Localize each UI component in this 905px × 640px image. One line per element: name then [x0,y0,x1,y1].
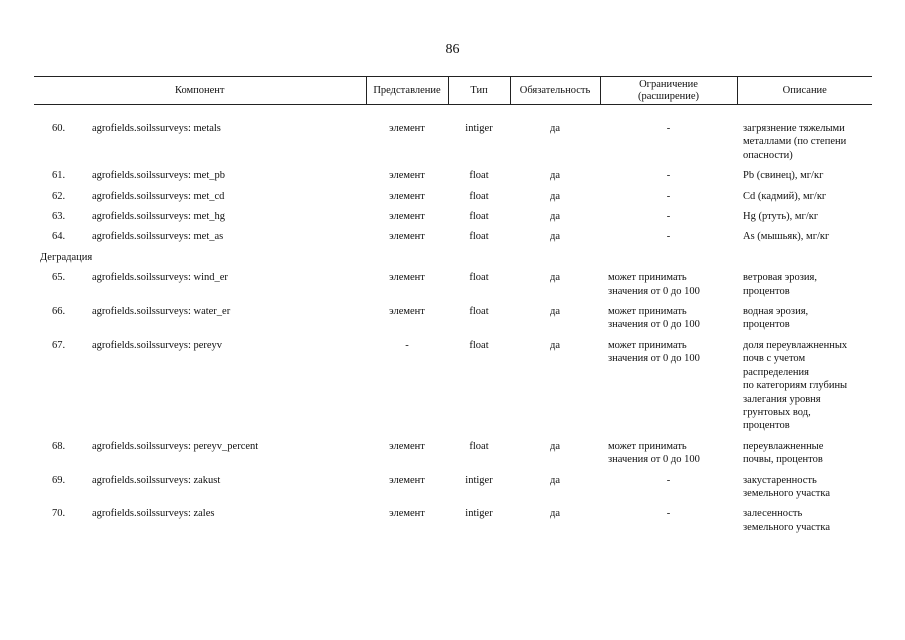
header-type: Тип [448,77,510,105]
constraint-cell-line: - [666,123,671,134]
constraint-cell [600,122,737,169]
row-number: 68. [52,440,66,452]
type-cell: float [469,190,489,202]
representation-cell: элемент [389,272,425,284]
constraint-cell-line: значения от 0 до 100 [608,285,700,297]
constraint-cell [600,305,737,339]
description-cell [737,210,872,230]
description-cell-line: Cd (кадмий), мг/кг [743,190,827,202]
header-required: Обязательность [510,77,600,105]
description-cell-line: загрязнение тяжелыми [743,123,845,134]
table-row [34,230,872,250]
type-cell: intiger [465,123,493,134]
table-row [34,507,872,541]
description-cell [737,122,872,169]
description-cell [737,507,872,541]
required-cell: да [550,123,561,134]
description-cell-line: ветровая эрозия, [743,272,817,284]
table-header-row [34,77,872,105]
row-number: 65. [52,272,66,284]
constraint-cell-line: - [666,211,671,223]
description-cell-line: по категориям глубины [743,380,848,392]
description-cell [737,440,872,474]
spacer-row [34,105,872,123]
description-cell-line: закустаренность [743,474,817,486]
required-cell: да [550,440,561,452]
description-cell-line: процентов [743,285,790,297]
constraint-cell [600,474,737,508]
table-row [34,271,872,305]
constraint-cell [600,507,737,541]
row-number: 66. [52,306,66,318]
representation-cell: элемент [389,474,425,486]
constraint-cell [600,271,737,305]
component-name: agrofields.soilssurveys: pereyv [92,339,223,351]
component-name: agrofields.soilssurveys: metals [92,123,221,134]
description-cell [737,305,872,339]
constraint-cell-line: значения от 0 до 100 [608,454,700,466]
table-row [34,122,872,169]
constraint-cell [600,190,737,210]
row-number: 69. [52,474,66,486]
section-title: Деградация [40,251,93,263]
description-cell-line: As (мышьяк), мг/кг [743,231,830,243]
row-number: 60. [52,123,66,134]
description-cell-line: металлами (по степени [743,136,847,148]
representation-cell: элемент [389,170,425,182]
row-number: 63. [52,211,66,223]
type-cell: float [469,272,489,284]
constraint-cell-line: может принимать [608,306,687,318]
representation-cell: элемент [389,440,425,452]
description-cell-line: доля переувлажненных [743,339,848,351]
table-row [34,474,872,508]
required-cell: да [550,170,561,182]
table-row [34,305,872,339]
constraint-cell-line: может принимать [608,339,687,351]
component-name: agrofields.soilssurveys: pereyv_percent [92,440,259,452]
description-cell-line: залегания уровня [743,393,821,405]
page-number: 86 [445,42,460,57]
component-name: agrofields.soilssurveys: zakust [92,474,221,486]
table-row [34,339,872,440]
header-component: Компонент [34,77,366,105]
constraint-cell [600,230,737,250]
row-number: 62. [52,190,66,202]
constraint-cell [600,169,737,189]
description-cell-line: Pb (свинец), мг/кг [743,170,824,182]
required-cell: да [550,231,561,243]
table-row [34,210,872,230]
constraint-cell-line: может принимать [608,272,687,284]
description-cell-line: переувлажненные [743,440,824,452]
header-representation: Представление [366,77,448,105]
constraint-cell-line: - [666,170,671,182]
description-cell-line: распределения [743,366,809,378]
description-cell [737,339,872,440]
row-number: 70. [52,508,66,520]
representation-cell: - [405,339,409,351]
table-row [34,169,872,189]
component-name: agrofields.soilssurveys: met_as [92,231,224,243]
component-name: agrofields.soilssurveys: met_hg [92,211,225,223]
representation-cell: элемент [389,123,425,134]
description-cell-line: земельного участка [743,521,830,533]
type-cell: float [469,211,489,223]
type-cell: float [469,339,489,351]
representation-cell: элемент [389,508,425,520]
constraint-cell-line: - [666,190,671,202]
description-cell [737,271,872,305]
constraint-cell-line: - [666,474,671,486]
header-constraint-line2: (расширение) [637,90,700,102]
required-cell: да [550,306,561,318]
header-constraint [600,77,737,105]
constraint-cell-line: значения от 0 до 100 [608,319,700,331]
component-name: agrofields.soilssurveys: met_pb [92,170,225,182]
component-name: agrofields.soilssurveys: met_cd [92,190,225,202]
description-cell-line: залесенность [743,508,803,520]
description-cell-line: земельного участка [743,487,830,499]
representation-cell: элемент [389,231,425,243]
representation-cell: элемент [389,190,425,202]
required-cell: да [550,190,561,202]
description-cell-line: почвы, процентов [743,454,823,466]
description-cell-line: почв с учетом [743,353,806,365]
constraint-cell-line: - [666,231,671,243]
table-row [34,190,872,210]
attributes-table [34,76,872,541]
required-cell: да [550,508,561,520]
description-cell-line: процентов [743,319,790,331]
description-cell [737,169,872,189]
row-number: 64. [52,231,66,243]
row-number: 67. [52,339,66,351]
required-cell: да [550,474,561,486]
description-cell [737,474,872,508]
constraint-cell [600,210,737,230]
description-cell-line: грунтовых вод, [743,406,811,418]
representation-cell: элемент [389,211,425,223]
description-cell-line: процентов [743,420,790,432]
type-cell: float [469,170,489,182]
constraint-cell [600,339,737,440]
description-cell [737,230,872,250]
required-cell: да [550,272,561,284]
header-constraint-line1: Ограничение [639,78,698,90]
constraint-cell-line: может принимать [608,440,687,452]
type-cell: float [469,440,489,452]
component-name: agrofields.soilssurveys: zales [92,508,215,520]
description-cell [737,190,872,210]
type-cell: float [469,306,489,318]
type-cell: intiger [465,508,493,520]
constraint-cell [600,440,737,474]
description-cell-line: опасности) [743,149,793,161]
section-row [34,251,872,271]
description-cell-line: водная эрозия, [743,306,809,318]
row-number: 61. [52,170,66,182]
constraint-cell-line: - [666,508,671,520]
description-cell-line: Hg (ртуть), мг/кг [743,211,819,223]
component-name: agrofields.soilssurveys: water_er [92,306,231,318]
type-cell: float [469,231,489,243]
table-row [34,440,872,474]
header-description: Описание [737,77,872,105]
required-cell: да [550,339,561,351]
type-cell: intiger [465,474,493,486]
constraint-cell-line: значения от 0 до 100 [608,353,700,365]
representation-cell: элемент [389,306,425,318]
required-cell: да [550,211,561,223]
component-name: agrofields.soilssurveys: wind_er [92,272,228,284]
